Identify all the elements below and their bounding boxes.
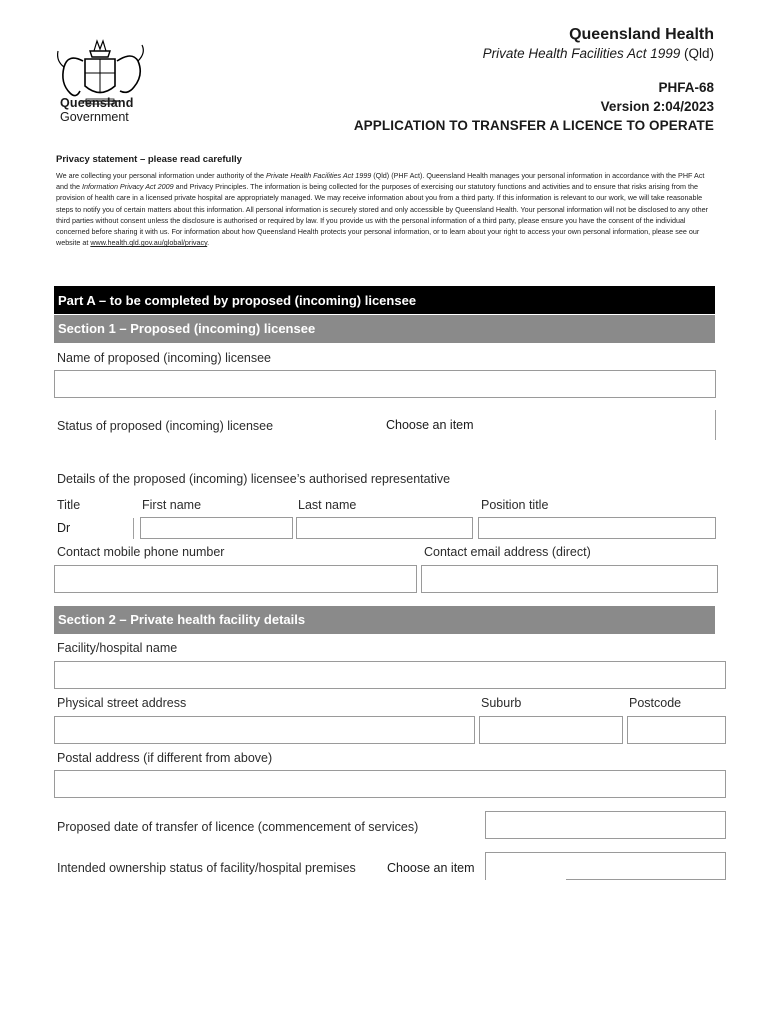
postal-address-label: Postal address (if different from above) [57, 751, 273, 765]
act-reference [483, 46, 714, 61]
act-suffix: (Qld) [680, 46, 714, 61]
logo-line-government: Government [60, 110, 129, 124]
title-label: Title [57, 498, 81, 512]
phone-label: Contact mobile phone number [57, 545, 225, 559]
privacy-body [56, 170, 718, 248]
email-label: Contact email address (direct) [424, 545, 591, 559]
last-name-label: Last name [298, 498, 357, 512]
first-name-field[interactable] [140, 517, 293, 539]
ownership-status-dropdown[interactable]: Choose an item [387, 861, 475, 875]
privacy-link[interactable]: www.health.qld.gov.au/global/privacy [90, 238, 208, 248]
last-name-field[interactable] [296, 517, 473, 539]
phone-field[interactable] [54, 565, 417, 593]
section-1-header: Section 1 – Proposed (incoming) licensee [54, 315, 715, 343]
email-field[interactable] [421, 565, 718, 593]
organisation-name: Queensland Health [569, 26, 714, 43]
transfer-date-label: Proposed date of transfer of licence (commencement of services) [57, 820, 419, 834]
suburb-field[interactable] [479, 716, 623, 744]
privacy-text-1: We are collecting your personal information under authority of the [56, 171, 267, 180]
privacy-text-2: (Qld) (PHF Act). Queensland Health manages your personal information in accordance with the PHF Act and the [56, 171, 705, 192]
privacy-text-3: and Privacy Principles. The information is being collected for the purposes of exercising our statutory functions and activities and to ensure that risks arising from the provision of health care in a licensed private hospital are appropriately managed. We may receive information about you from a third party. If this information is relevant to our work, we will take reasonable steps to notify you of certain matters about this information. All personal information is securely stored and only accessible by Queensland Health. Your personal information will not be disclosed to any other third parties without consent unless the disclosure is authorised or required by law. If you provide us with the personal information of a third party, please ensure you have the consent of the individual concerned before sharing it with us. For information about how Queensland Health protects your personal information, or to learn about your right to access your own personal information, please see our website at [56, 182, 709, 248]
street-address-label: Physical street address [57, 696, 187, 710]
privacy-heading: Privacy statement – please read carefully [56, 154, 242, 165]
position-title-label: Position title [481, 498, 549, 512]
suburb-label: Suburb [481, 696, 522, 710]
facility-name-field[interactable] [54, 661, 726, 689]
privacy-act-2: Information Privacy Act 2009 [81, 182, 174, 192]
licensee-status-dropdown[interactable]: Choose an item [386, 418, 474, 432]
act-name: Private Health Facilities Act 1999 [482, 46, 681, 61]
facility-name-label: Facility/hospital name [57, 641, 178, 655]
privacy-text-4: . [207, 238, 210, 248]
position-title-field[interactable] [478, 517, 716, 539]
privacy-act-1: Private Health Facilities Act 1999 [266, 171, 372, 180]
title-dropdown[interactable]: Dr [57, 521, 71, 535]
representative-heading: Details of the proposed (incoming) licensee’s authorised representative [57, 472, 451, 486]
form-title: APPLICATION TO TRANSFER A LICENCE TO OPERATE [353, 118, 714, 133]
licensee-status-label: Status of proposed (incoming) licensee [57, 419, 274, 433]
licensee-name-label: Name of proposed (incoming) licensee [57, 351, 271, 365]
first-name-label: First name [142, 498, 202, 512]
form-version: Version 2:04/2023 [600, 99, 714, 114]
part-a-header: Part A – to be completed by proposed (incoming) licensee [54, 286, 715, 314]
postcode-label: Postcode [629, 696, 682, 710]
section-2-header: Section 2 – Private health facility details [54, 606, 715, 634]
title-field-border [133, 518, 134, 539]
status-field-border [715, 410, 716, 440]
licensee-name-field[interactable] [54, 370, 716, 398]
form-code: PHFA-68 [658, 80, 714, 95]
government-wordmark [60, 96, 180, 124]
ownership-field-gap [486, 876, 566, 881]
logo-line-queensland: Queensland [60, 96, 134, 110]
ownership-status-label: Intended ownership status of facility/hospital premises [57, 861, 356, 875]
postcode-field[interactable] [627, 716, 726, 744]
street-address-field[interactable] [54, 716, 475, 744]
transfer-date-field[interactable] [485, 811, 726, 839]
postal-address-field[interactable] [54, 770, 726, 798]
